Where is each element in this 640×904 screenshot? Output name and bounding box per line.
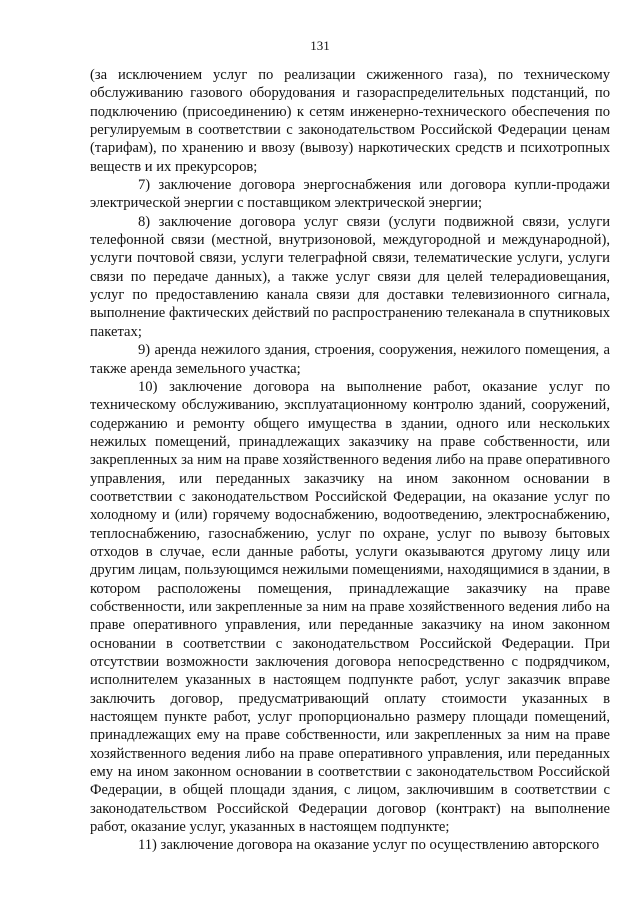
paragraph-item-7: 7) заключение договора энергоснабжения или договора купли-продажи электрической энергии с поставщиком электрической энергии; [90, 177, 610, 212]
paragraph-item-10: 10) заключение договора на выполнение работ, оказание услуг по техническому обслуживанию, эксплуатационному контролю зданий, сооружений, содержанию и ремонту общего имущества в здании, одного или нескольких нежилых помещений, принадлежащих заказчику на праве собственности, или закрепленных за ним на праве хозяйственного ведения либо на праве оперативного управления, или переданных заказчику на ином законном основании в соответствии с законодательством Российской Федерации, на оказание услуг по холодному и (или) горячему водоснабжению, водоотведению, электроснабжению, теплоснабжению, газоснабжению, услуг по охране, услуг по вывозу бытовых отходов в случае, если данные работы, услуги оказываются другому лицу или другим лицам, пользующимся нежилыми помещениями, находящимися в здании, в котором расположены помещения, принадлежащие заказчику на праве собственности, или закрепленные за ним на праве хозяйственного ведения либо на праве оперативного управления, или переданные заказчику на ином законном основании в соответствии с законодательством Российской Федерации. При отсутствии возможности заключения договора непосредственно с подрядчиком, исполнителем указанных в настоящем подпункте работ, услуг заказчик вправе заключить договор, предусматривающий оплату стоимости указанных в настоящем пункте работ, услуг пропорционально размеру площади помещений, принадлежащих ему на праве собственности, или закрепленных за ним на праве хозяйственного ведения либо на праве оперативного управления, или переданных ему на ином законном основании в соответствии с законодательством Российской Федерации, в общей площади здания, с лицом, заключившим в соответствии с законодательством Российской Федерации договор (контракт) на выполнение работ, оказание услуг, указанных в настоящем подпункте; [90, 378, 610, 836]
paragraph-item-9: 9) аренда нежилого здания, строения, сооружения, нежилого помещения, а также аренда земельного участка; [90, 342, 610, 377]
page-number: 131 [310, 38, 330, 53]
paragraph-continuation: (за исключением услуг по реализации сжиженного газа), по техническому обслуживанию газового оборудования и газораспределительных подстанций, по подключению (присоединению) к сетям инженерно-технического обеспечения по регулируемым в соответствии с законодательством Российской Федерации ценам (тарифам), по хранению и ввозу (вывозу) наркотических средств и психотропных веществ и их прекурсоров; [90, 67, 610, 175]
document-body [90, 66, 610, 855]
paragraph-item-8: 8) заключение договора услуг связи (услуги подвижной связи, услуги телефонной связи (местной, внутризоновой, междугородной и международной), услуги почтовой связи, услуги телеграфной связи, телематические услуги, услуги связи по передаче данных), а также услуг связи для целей телерадиовещания, услуг по предоставлению канала связи для доставки телевизионного сигнала, выполнение фактических действий по распространению телеканала в спутниковых пакетах; [90, 213, 610, 340]
paragraph-item-11: 11) заключение договора на оказание услуг по осуществлению авторского [138, 837, 600, 854]
